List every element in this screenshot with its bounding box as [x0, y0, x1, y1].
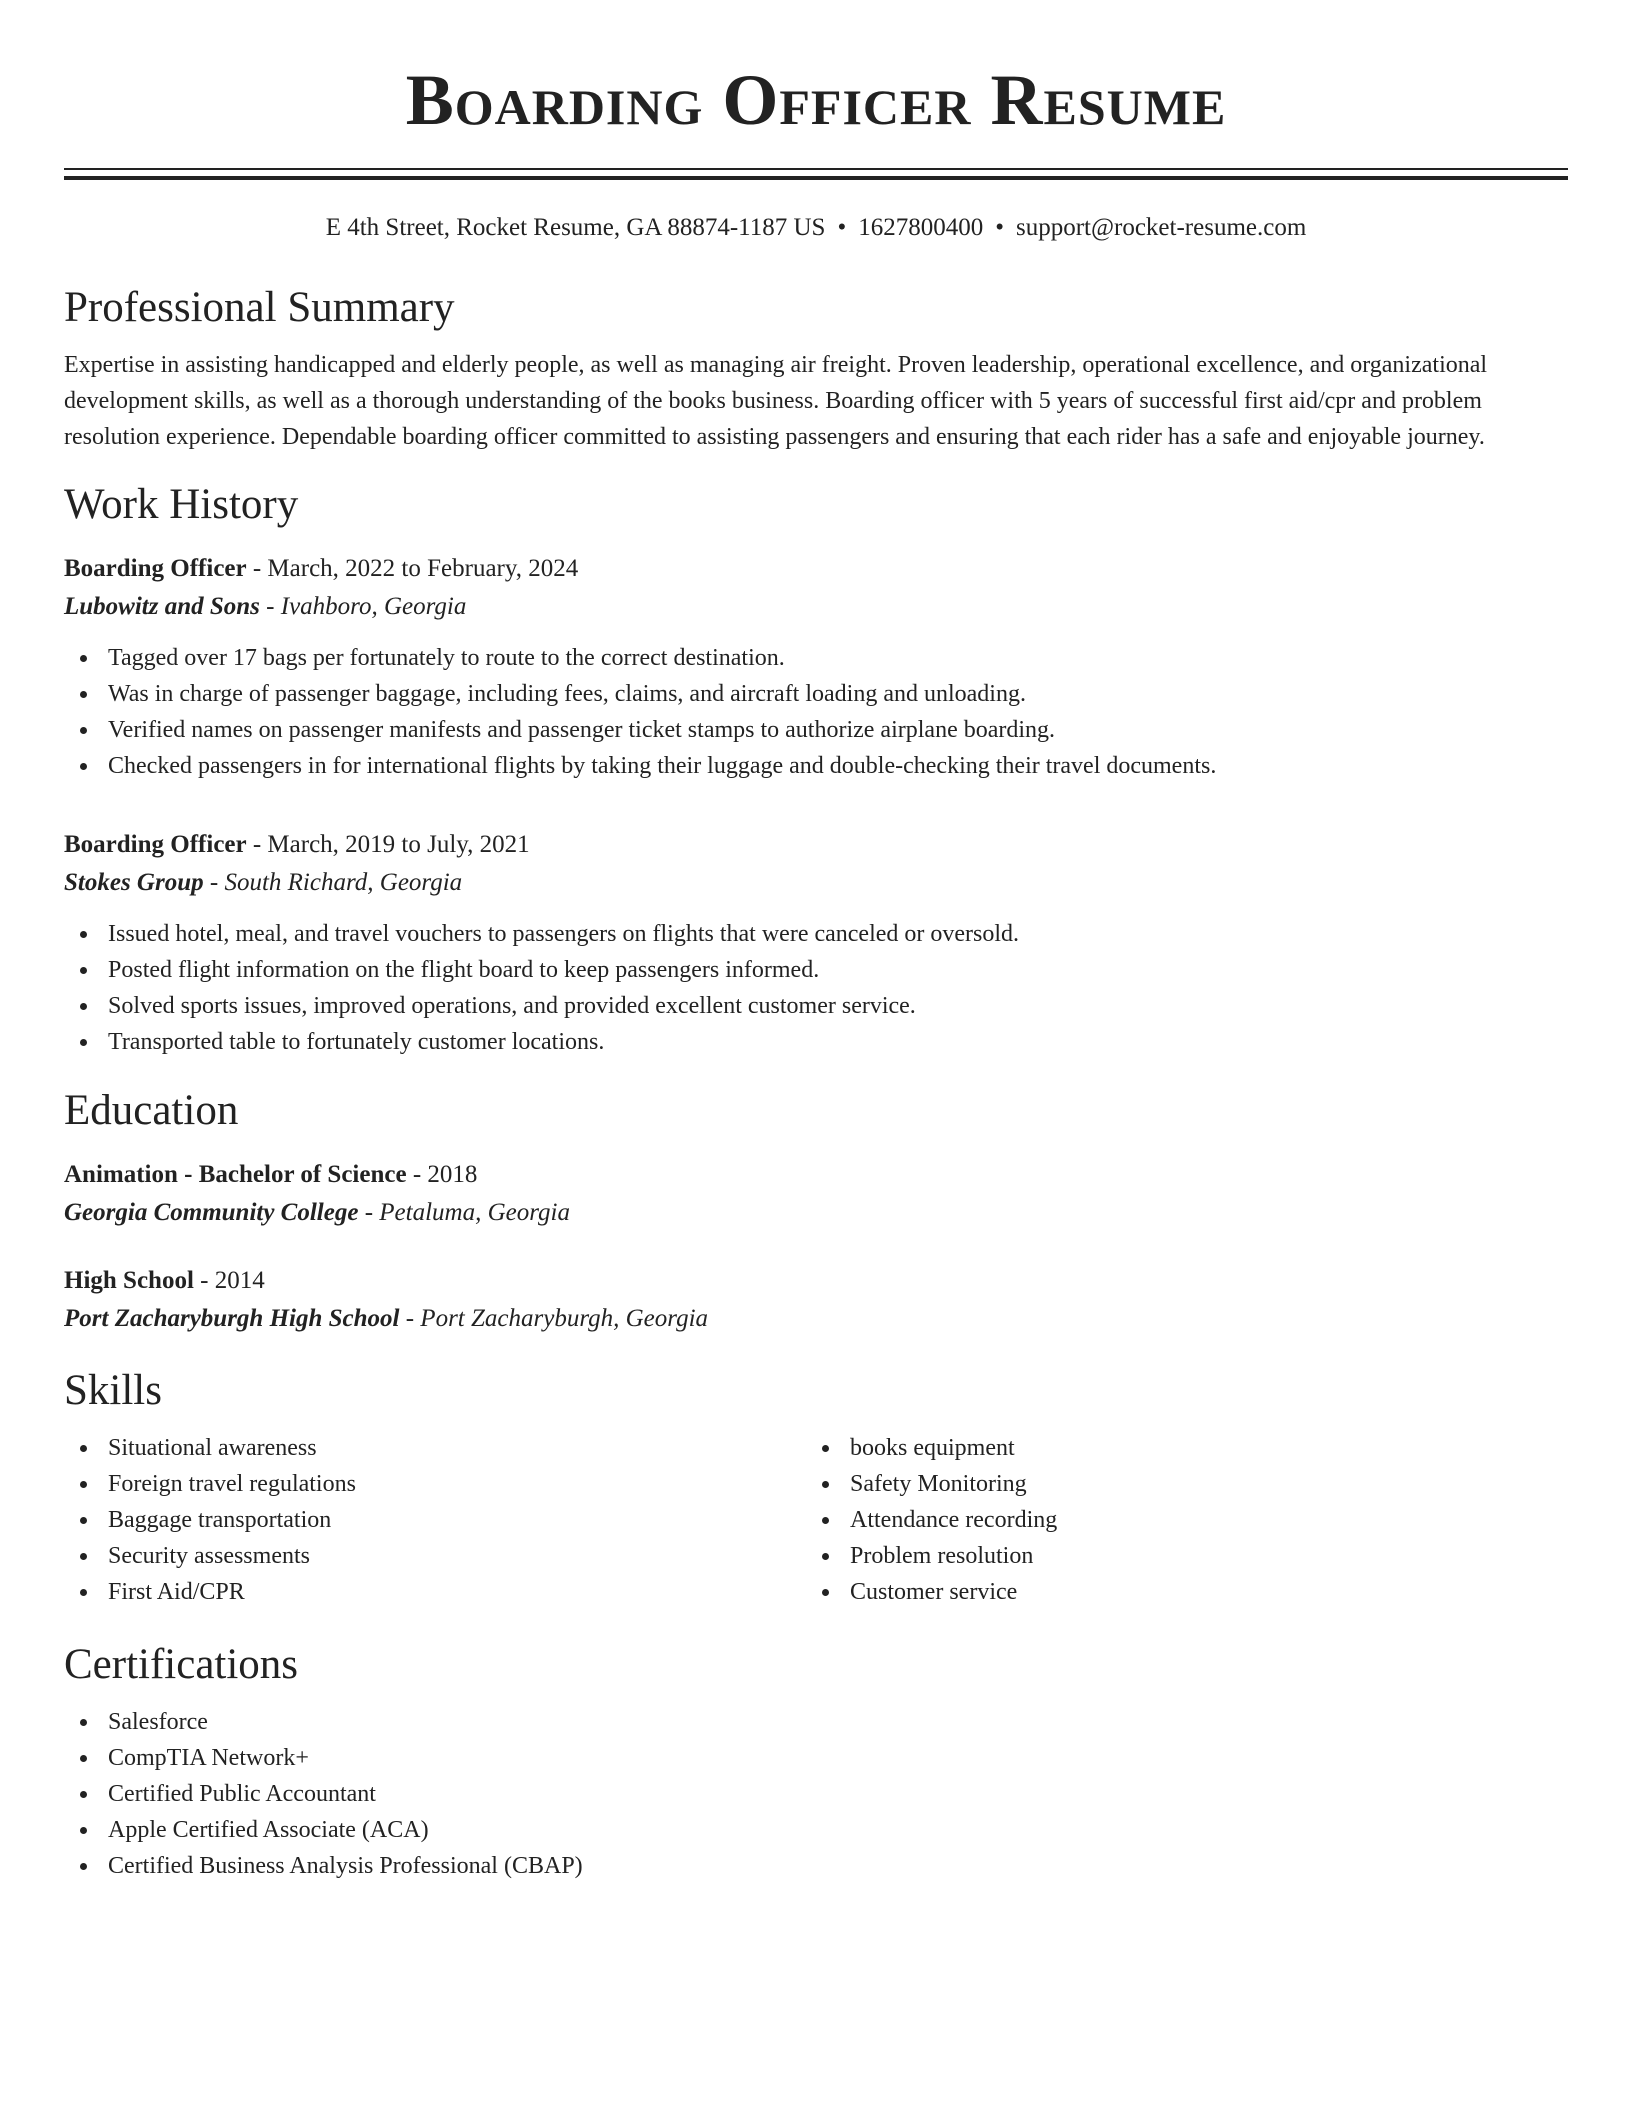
skills-list-left	[64, 1430, 806, 1610]
list-item: Posted flight information on the flight board to keep passengers informed.	[108, 952, 1568, 988]
skill-item: Baggage transportation	[108, 1502, 806, 1538]
education-heading: Education	[64, 1087, 239, 1134]
certification-item: CompTIA Network+	[108, 1740, 1568, 1776]
skills-heading: Skills	[64, 1367, 162, 1414]
skill-item: Foreign travel regulations	[108, 1466, 806, 1502]
list-item: Solved sports issues, improved operations, and provided excellent customer service.	[108, 988, 1568, 1024]
education-school-line	[64, 1300, 1568, 1338]
skill-item: First Aid/CPR	[108, 1574, 806, 1610]
summary-heading: Professional Summary	[64, 284, 455, 331]
list-item: Checked passengers in for international flights by taking their luggage and double-checking their travel documents.	[108, 748, 1568, 784]
job-entry	[64, 550, 1568, 784]
skills-grid	[64, 1430, 1568, 1610]
list-item: Verified names on passenger manifests and passenger ticket stamps to authorize airplane boarding.	[108, 712, 1568, 748]
job-company-line	[64, 588, 1568, 626]
skill-item: Safety Monitoring	[850, 1466, 1548, 1502]
resume-title: Boarding Officer Resume	[405, 60, 1227, 140]
certifications-list	[64, 1704, 1568, 1884]
contact-separator: •	[995, 214, 1004, 241]
education-degree-line	[64, 1262, 1568, 1300]
education-school: Port Zacharyburgh High School	[64, 1305, 400, 1332]
title-divider-thin	[64, 168, 1568, 170]
education-year: - 2014	[193, 1267, 265, 1294]
job-company-line	[64, 864, 1568, 902]
contact-email: support@rocket-resume.com	[1015, 214, 1307, 241]
education-year: - 2018	[406, 1161, 478, 1188]
job-title-line	[64, 550, 1568, 588]
job-company: Stokes Group	[64, 869, 204, 896]
list-item: Issued hotel, meal, and travel vouchers to passengers on flights that were canceled or oversold.	[108, 916, 1568, 952]
job-bullets	[64, 916, 1568, 1060]
work-history-heading: Work History	[64, 481, 299, 528]
education-degree-line	[64, 1156, 1568, 1194]
contact-line	[64, 212, 1568, 244]
list-item: Transported table to fortunately customer locations.	[108, 1024, 1568, 1060]
summary-text: Expertise in assisting handicapped and elderly people, as well as managing air freight. Proven leadership, operational excellence, and organizational development skills, as well as a thorough understanding of the books business. Boarding officer with 5 years of successful first aid/cpr and problem resolution experience. Dependable boarding officer committed to assisting passengers and ensuring that each rider has a safe and enjoyable journey.	[64, 352, 1488, 450]
education-school-line	[64, 1194, 1568, 1232]
skill-item: Problem resolution	[850, 1538, 1548, 1574]
job-dates: - March, 2019 to July, 2021	[246, 831, 530, 858]
contact-phone: 1627800400	[858, 214, 984, 241]
education-entry	[64, 1262, 1568, 1338]
list-item: Was in charge of passenger baggage, including fees, claims, and aircraft loading and unloading.	[108, 676, 1568, 712]
certification-item: Certified Business Analysis Professional (CBAP)	[108, 1848, 1568, 1884]
skill-item: Attendance recording	[850, 1502, 1548, 1538]
education-degree: High School	[64, 1267, 194, 1294]
education-entry	[64, 1156, 1568, 1232]
contact-address: E 4th Street, Rocket Resume, GA 88874-1187 US	[325, 214, 826, 241]
title-divider-thick	[64, 176, 1568, 180]
job-dates: - March, 2022 to February, 2024	[246, 555, 579, 582]
job-location: - South Richard, Georgia	[203, 869, 463, 896]
certification-item: Apple Certified Associate (ACA)	[108, 1812, 1568, 1848]
list-item: Tagged over 17 bags per fortunately to route to the correct destination.	[108, 640, 1568, 676]
skill-item: Customer service	[850, 1574, 1548, 1610]
job-location: - Ivahboro, Georgia	[259, 593, 467, 620]
certifications-heading: Certifications	[64, 1641, 299, 1688]
job-title: Boarding Officer	[64, 831, 247, 858]
education-degree: Animation - Bachelor of Science	[64, 1161, 407, 1188]
job-company: Lubowitz and Sons	[64, 593, 260, 620]
contact-separator: •	[837, 214, 847, 241]
education-location: - Petaluma, Georgia	[358, 1199, 570, 1226]
skill-item: Situational awareness	[108, 1430, 806, 1466]
job-title: Boarding Officer	[64, 555, 247, 582]
education-location: - Port Zacharyburgh, Georgia	[399, 1305, 709, 1332]
job-entry	[64, 826, 1568, 1060]
skills-list-right	[806, 1430, 1548, 1610]
education-school: Georgia Community College	[64, 1199, 359, 1226]
job-title-line	[64, 826, 1568, 864]
skill-item: Security assessments	[108, 1538, 806, 1574]
certification-item: Certified Public Accountant	[108, 1776, 1568, 1812]
skill-item: books equipment	[850, 1430, 1548, 1466]
job-bullets	[64, 640, 1568, 784]
certification-item: Salesforce	[108, 1704, 1568, 1740]
